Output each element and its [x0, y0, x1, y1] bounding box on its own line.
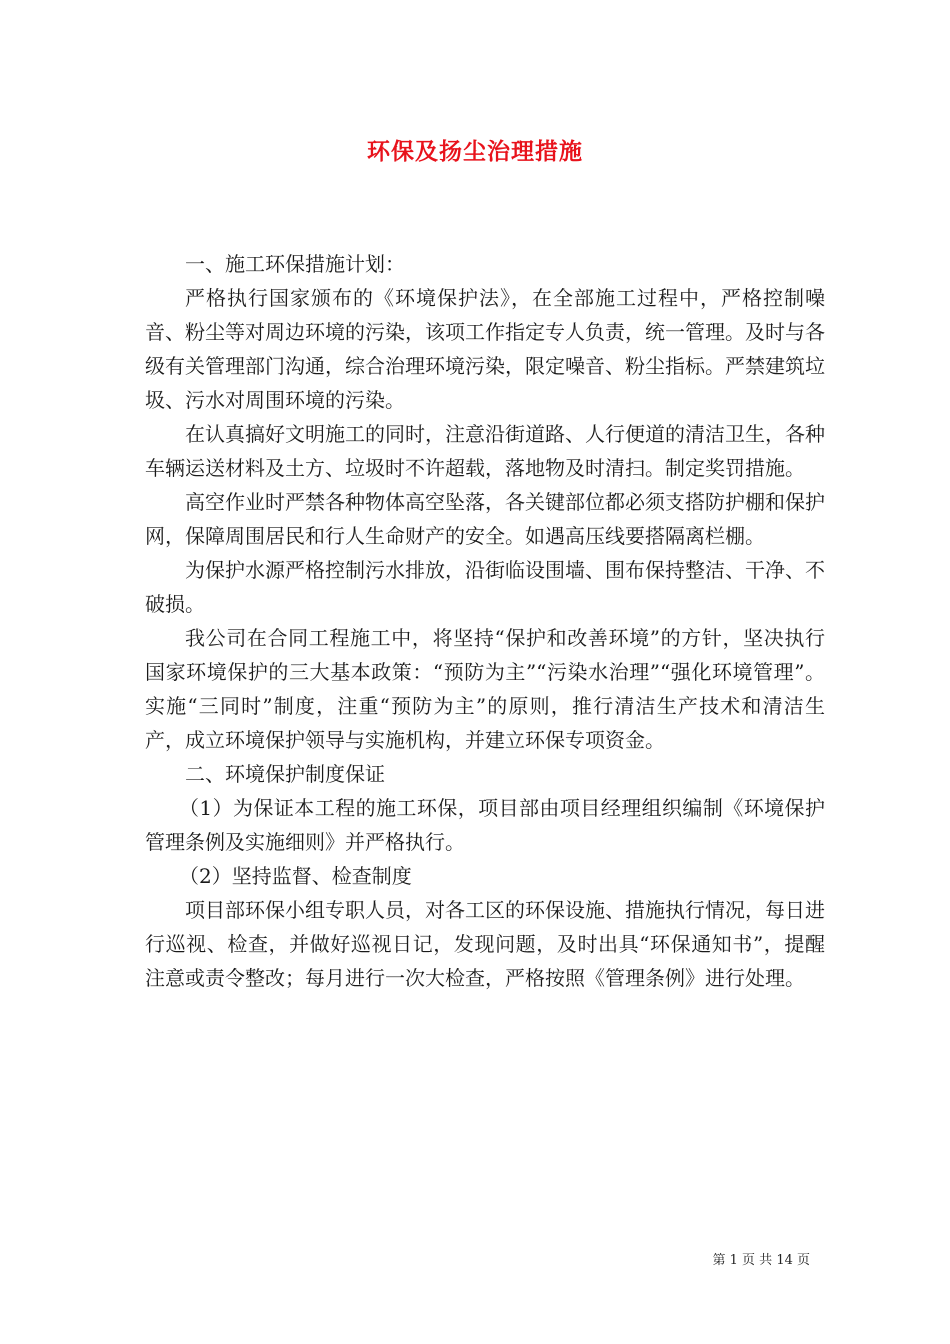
paragraph-company-policy: 我公司在合同工程施工中，将坚持“保护和改善环境”的方针，坚决执行国家环境保护的三大基本政策：“预防为主”“污染水治理”“强化环境管理”。实施“三同时”制度，注重“预防为主”的原则，推行清洁生产技术和清洁生产，成立环境保护领导与实施机构，并建立环保专项资金。	[145, 626, 825, 752]
paragraph-inspection: 项目部环保小组专职人员，对各工区的环保设施、措施执行情况，每日进行巡视、检查，并做好巡视日记，发现问题，及时出具“环保通知书”，提醒注意或责令整改；每月进行一次大检查，严格按照《管理条例》进行处理。	[145, 898, 825, 990]
paragraph-item-2: （2）坚持监督、检查制度	[179, 864, 412, 888]
paragraph-water-protection: 为保护水源严格控制污水排放，沿街临设围墙、围布保持整洁、干净、不破损。	[145, 558, 825, 616]
section-heading-1: 一、施工环保措施计划：	[185, 252, 405, 276]
document-body	[145, 247, 825, 995]
page-number-footer: 第 1 页 共 14 页	[712, 1253, 810, 1268]
paragraph-civilized-construction: 在认真搞好文明施工的同时，注意沿街道路、人行便道的清洁卫生，各种车辆运送材料及土方、垃圾时不许超载，落地物及时清扫。制定奖罚措施。	[145, 422, 825, 480]
paragraph-environmental-law: 严格执行国家颁布的《环境保护法》，在全部施工过程中，严格控制噪音、粉尘等对周边环境的污染，该项工作指定专人负责，统一管理。及时与各级有关管理部门沟通，综合治理环境污染，限定噪音、粉尘指标。严禁建筑垃圾、污水对周围环境的污染。	[145, 286, 825, 412]
document-title: 环保及扬尘治理措施	[367, 138, 583, 165]
section-heading-2: 二、环境保护制度保证	[185, 762, 385, 786]
paragraph-high-altitude-work: 高空作业时严禁各种物体高空坠落，各关键部位都必须支搭防护棚和保护网，保障周围居民和行人生命财产的安全。如遇高压线要搭隔离栏棚。	[145, 490, 825, 548]
paragraph-item-1: （1）为保证本工程的施工环保，项目部由项目经理组织编制《环境保护管理条例及实施细则》并严格执行。	[145, 796, 825, 854]
